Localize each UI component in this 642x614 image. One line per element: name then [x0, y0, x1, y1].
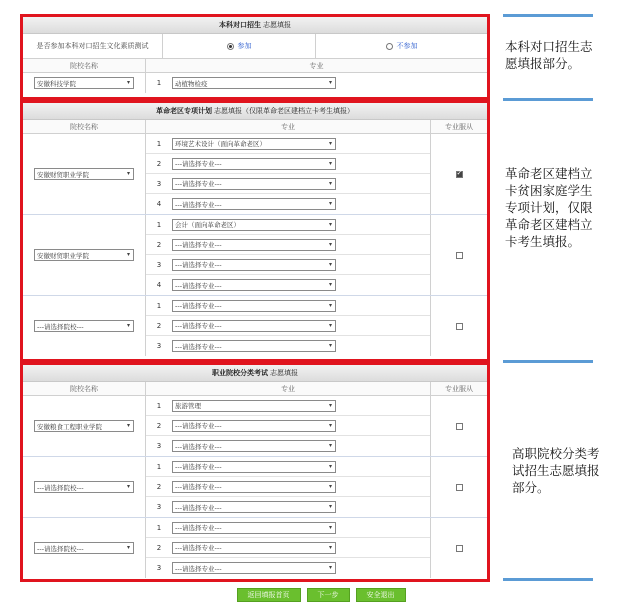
chevron-down-icon: ▾	[328, 139, 332, 147]
chevron-down-icon: ▾	[328, 260, 332, 268]
major-select[interactable]: ---请选择专业--- ▾	[172, 542, 336, 554]
callout-divider	[503, 360, 593, 363]
section-revolutionary-area	[20, 100, 490, 362]
major-select[interactable]: 环境艺术设计（面向革命老区） ▾	[172, 138, 336, 150]
school-select[interactable]: 安徽财贸职业学院 ▾	[34, 168, 134, 180]
school-select[interactable]: ---请选择院校--- ▾	[34, 320, 134, 332]
choice-group	[23, 457, 487, 518]
major-row: 4 ---请选择专业--- ▾	[146, 194, 430, 214]
major-row: 1 ---请选择专业--- ▾	[146, 457, 430, 477]
major-select[interactable]: ---请选择专业--- ▾	[172, 178, 336, 190]
accept-reassignment-checkbox[interactable]	[456, 323, 463, 330]
choice-group	[23, 396, 487, 457]
chevron-down-icon: ▾	[328, 564, 332, 571]
chevron-down-icon: ▾	[328, 543, 332, 551]
major-row: 3 ---请选择专业--- ▾	[146, 436, 430, 456]
question-label: 是否参加本科对口招生文化素质测试	[23, 34, 163, 58]
section-title: 本科对口招生 志愿填报	[23, 17, 487, 34]
action-bar	[0, 588, 642, 602]
radio-icon[interactable]	[227, 43, 234, 50]
table-header: 院校名称 专业 专业服从	[23, 120, 487, 134]
next-step-button[interactable]: 下一步	[307, 588, 350, 602]
chevron-down-icon: ▾	[328, 503, 332, 510]
section-title: 职业院校分类考试 志愿填报	[23, 365, 487, 382]
major-select[interactable]: ---请选择专业--- ▾	[172, 259, 336, 271]
major-select[interactable]: ---请选择专业--- ▾	[172, 522, 336, 534]
major-select[interactable]: ---请选择专业--- ▾	[172, 239, 336, 251]
chevron-down-icon: ▾	[126, 322, 130, 329]
choice-group	[23, 518, 487, 578]
chevron-down-icon: ▾	[328, 482, 332, 490]
chevron-down-icon: ▾	[328, 240, 332, 248]
school-select[interactable]: 安徽粮食工程职业学院 ▾	[34, 420, 134, 432]
callout-divider	[503, 98, 593, 101]
major-select[interactable]: ---请选择专业--- ▾	[172, 562, 336, 574]
major-row: 2 ---请选择专业--- ▾	[146, 538, 430, 558]
chevron-down-icon: ▾	[328, 179, 332, 187]
section-title: 革命老区专项计划 志愿填报（仅限革命老区建档立卡考生填报）	[23, 103, 487, 120]
school-select[interactable]: ---请选择院校--- ▾	[34, 542, 134, 554]
major-select[interactable]: 旅游管理 ▾	[172, 400, 336, 412]
chevron-down-icon: ▾	[328, 342, 332, 349]
choice-group	[23, 215, 487, 296]
choice-group	[23, 134, 487, 215]
major-row: 3 ---请选择专业--- ▾	[146, 255, 430, 275]
logout-button[interactable]: 安全退出	[356, 588, 406, 602]
major-select[interactable]: 动植物检疫 ▾	[172, 77, 336, 89]
chevron-down-icon: ▾	[328, 200, 332, 207]
option-participate[interactable]: 参加	[163, 34, 316, 58]
major-row: 4 ---请选择专业--- ▾	[146, 275, 430, 295]
major-row: 2 ---请选择专业--- ▾	[146, 235, 430, 255]
accept-reassignment-checkbox[interactable]	[456, 252, 463, 259]
accept-reassignment-checkbox[interactable]	[456, 171, 463, 178]
major-row: 2 ---请选择专业--- ▾	[146, 316, 430, 336]
school-select[interactable]: ---请选择院校--- ▾	[34, 481, 134, 493]
callout-text: 本科对口招生志愿填报部分。	[505, 39, 593, 71]
major-select[interactable]: ---请选择专业--- ▾	[172, 501, 336, 513]
chevron-down-icon: ▾	[126, 170, 130, 177]
participation-row	[23, 34, 487, 59]
accept-reassignment-checkbox[interactable]	[456, 545, 463, 552]
major-select[interactable]: ---请选择专业--- ▾	[172, 420, 336, 432]
option-not-participate[interactable]: 不参加	[316, 34, 487, 58]
major-select[interactable]: 会计（面向革命老区） ▾	[172, 219, 336, 231]
chevron-down-icon: ▾	[126, 422, 130, 429]
callout-divider	[503, 14, 593, 17]
major-select[interactable]: ---请选择专业--- ▾	[172, 300, 336, 312]
callout-text: 高职院校分类考试招生志愿填报部分。	[512, 446, 600, 495]
accept-reassignment-checkbox[interactable]	[456, 423, 463, 430]
major-row: 2 ---请选择专业--- ▾	[146, 154, 430, 174]
choice-group	[23, 296, 487, 356]
chevron-down-icon: ▾	[328, 159, 332, 167]
major-row: 3 ---请选择专业--- ▾	[146, 336, 430, 356]
chevron-down-icon: ▾	[328, 321, 332, 329]
chevron-down-icon: ▾	[328, 79, 332, 86]
back-home-button[interactable]: 返回填报首页	[237, 588, 301, 602]
chevron-down-icon: ▾	[126, 251, 130, 258]
chevron-down-icon: ▾	[328, 301, 332, 309]
chevron-down-icon: ▾	[328, 523, 332, 531]
major-select[interactable]: ---请选择专业--- ▾	[172, 198, 336, 210]
major-row: 1 ---请选择专业--- ▾	[146, 518, 430, 538]
major-row: 1 环境艺术设计（面向革命老区） ▾	[146, 134, 430, 154]
major-row: 1 ---请选择专业--- ▾	[146, 296, 430, 316]
school-select[interactable]: 安徽科技学院 ▾	[34, 77, 134, 89]
chevron-down-icon: ▾	[328, 220, 332, 228]
major-select[interactable]: ---请选择专业--- ▾	[172, 279, 336, 291]
section-undergrad-vocational	[20, 14, 490, 100]
chevron-down-icon: ▾	[126, 79, 130, 86]
accept-reassignment-checkbox[interactable]	[456, 484, 463, 491]
major-row: 1 旅游管理 ▾	[146, 396, 430, 416]
major-select[interactable]: ---请选择专业--- ▾	[172, 340, 336, 352]
major-select[interactable]: ---请选择专业--- ▾	[172, 158, 336, 170]
major-row: 2 ---请选择专业--- ▾	[146, 477, 430, 497]
chevron-down-icon: ▾	[328, 281, 332, 288]
callout-text: 革命老区建档立卡贫困家庭学生专项计划，仅限革命老区建档立卡考生填报。	[505, 166, 593, 249]
chevron-down-icon: ▾	[328, 462, 332, 470]
radio-icon[interactable]	[386, 43, 393, 50]
chevron-down-icon: ▾	[126, 483, 130, 490]
chevron-down-icon: ▾	[126, 544, 130, 551]
major-row: 3 ---请选择专业--- ▾	[146, 497, 430, 517]
callout-divider	[503, 578, 593, 581]
chevron-down-icon: ▾	[328, 442, 332, 449]
major-select[interactable]: ---请选择专业--- ▾	[172, 481, 336, 493]
school-select[interactable]: 安徽财贸职业学院 ▾	[34, 249, 134, 261]
chevron-down-icon: ▾	[328, 421, 332, 429]
major-row: 1 会计（面向革命老区） ▾	[146, 215, 430, 235]
chevron-down-icon: ▾	[328, 401, 332, 409]
table-header: 院校名称 专业	[23, 59, 487, 73]
major-select[interactable]: ---请选择专业--- ▾	[172, 440, 336, 452]
choice-row: 安徽科技学院 ▾ 1 动植物检疫 ▾	[23, 73, 487, 93]
major-row: 2 ---请选择专业--- ▾	[146, 416, 430, 436]
major-select[interactable]: ---请选择专业--- ▾	[172, 461, 336, 473]
major-row: 3 ---请选择专业--- ▾	[146, 558, 430, 578]
major-select[interactable]: ---请选择专业--- ▾	[172, 320, 336, 332]
major-row: 3 ---请选择专业--- ▾	[146, 174, 430, 194]
section-vocational-classification	[20, 362, 490, 582]
table-header: 院校名称 专业 专业服从	[23, 382, 487, 396]
